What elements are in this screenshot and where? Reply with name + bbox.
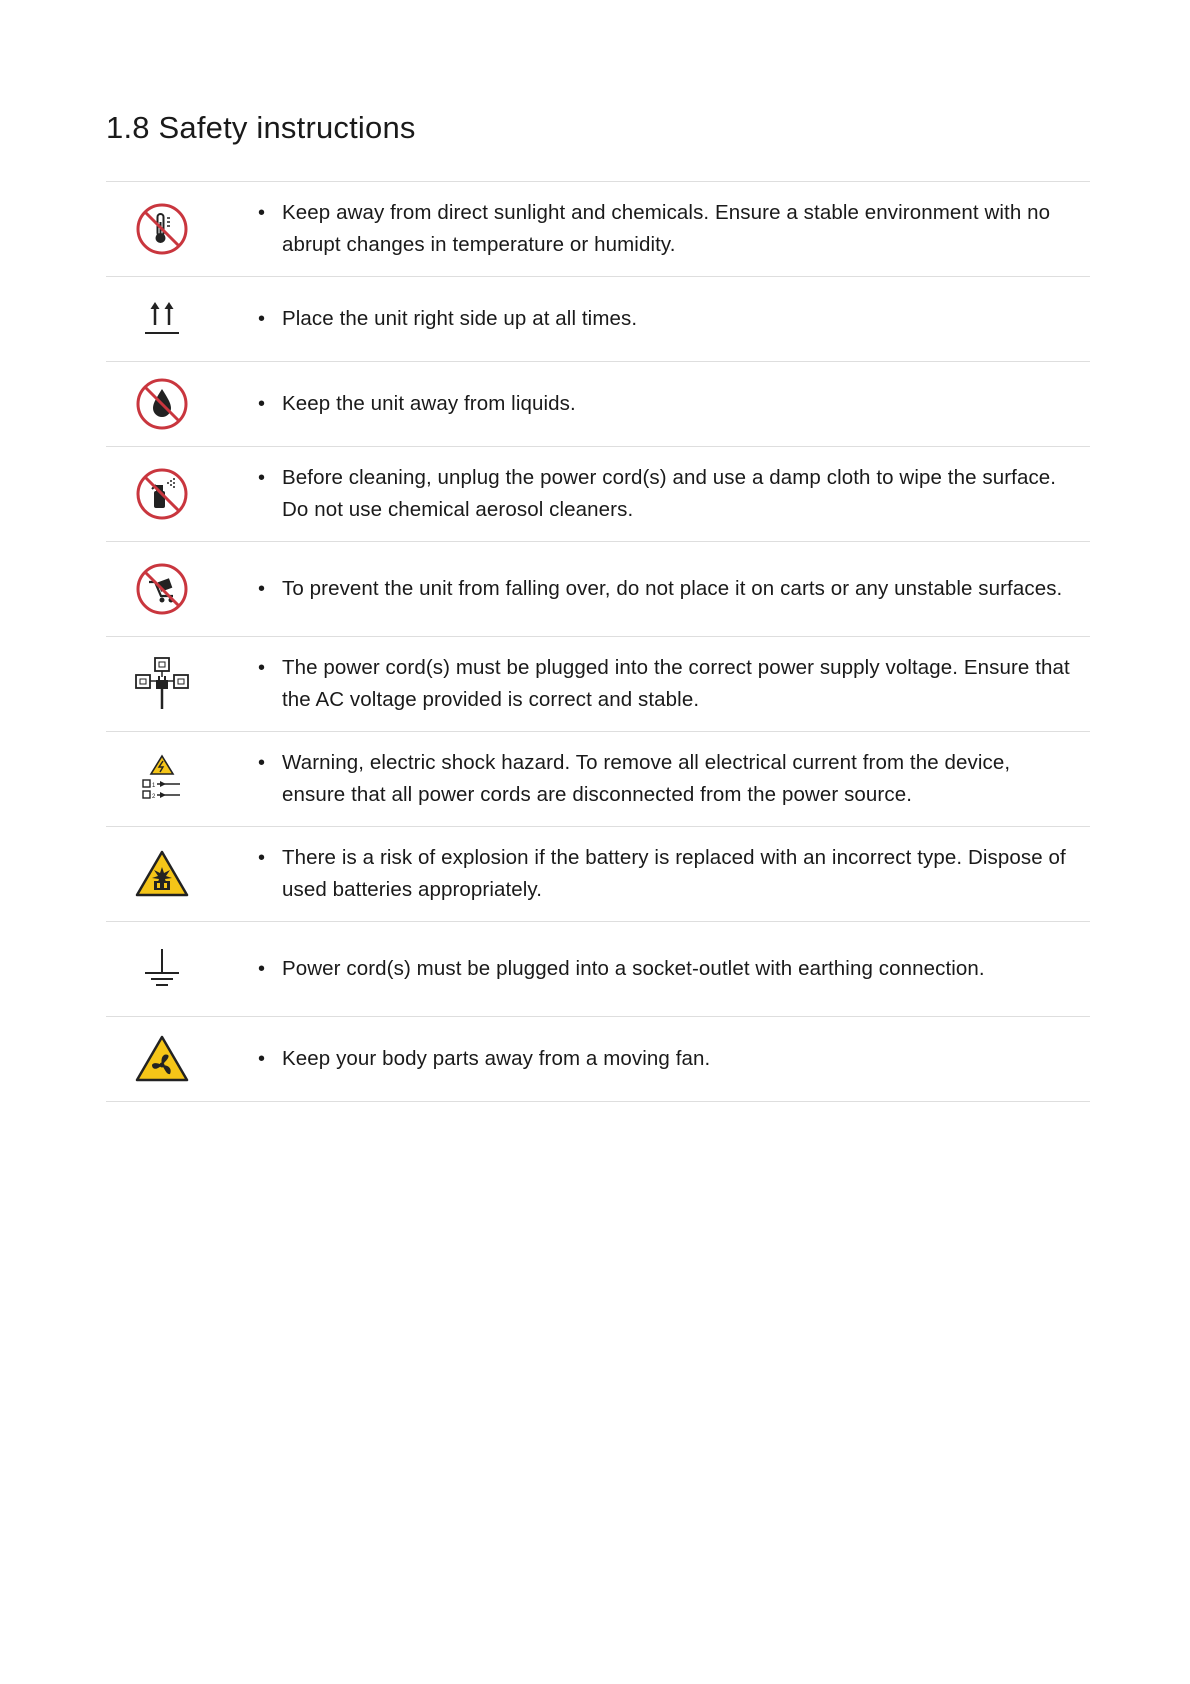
instruction-text: • Keep the unit away from liquids. xyxy=(258,388,1070,420)
instruction-text: • Keep your body parts away from a moving fan. xyxy=(258,1043,1070,1075)
instruction-text: • Place the unit right side up at all times. xyxy=(258,303,1070,335)
instruction-row xyxy=(106,362,1090,447)
electric-shock-multiple-cords-icon xyxy=(140,754,184,804)
instruction-row xyxy=(106,182,1090,277)
earth-ground-icon xyxy=(142,947,182,991)
svg-text:2: 2 xyxy=(152,794,156,800)
no-carts-icon xyxy=(135,562,189,616)
no-aerosol-spray-icon xyxy=(135,467,189,521)
svg-text:1: 1 xyxy=(152,783,156,789)
section-title: 1.8 Safety instructions xyxy=(106,110,416,145)
no-temperature-change-icon xyxy=(135,202,189,256)
instruction-row xyxy=(106,922,1090,1017)
instruction-row xyxy=(106,827,1090,922)
instruction-text: • There is a risk of explosion if the battery is replaced with an incorrect type. Dispose of used batteries appropriately. xyxy=(258,842,1070,906)
no-liquids-icon xyxy=(135,377,189,431)
instruction-text: • Before cleaning, unplug the power cord(s) and use a damp cloth to wipe the surface. Do not use chemical aerosol cleaners. xyxy=(258,462,1070,526)
instruction-text: • Keep away from direct sunlight and chemicals. Ensure a stable environment with no abrupt changes in temperature or humidity. xyxy=(258,197,1070,261)
power-plug-voltage-icon xyxy=(134,656,190,712)
instruction-text: • The power cord(s) must be plugged into the correct power supply voltage. Ensure that the AC voltage provided is correct and stable. xyxy=(258,652,1070,716)
instruction-row xyxy=(106,542,1090,637)
instruction-row xyxy=(106,277,1090,362)
instruction-row xyxy=(106,1017,1090,1102)
instruction-text: • To prevent the unit from falling over, do not place it on carts or any unstable surfaces. xyxy=(258,573,1070,605)
battery-explosion-warning-icon xyxy=(134,849,190,899)
instruction-row xyxy=(106,637,1090,732)
safety-instructions-table xyxy=(106,181,1090,1102)
document-page xyxy=(106,100,1090,1102)
this-side-up-icon xyxy=(142,299,182,339)
instruction-text: • Warning, electric shock hazard. To remove all electrical current from the device, ensure that all power cords are disconnected from the power source. xyxy=(258,747,1070,811)
moving-fan-warning-icon xyxy=(134,1034,190,1084)
instruction-row xyxy=(106,732,1090,827)
instruction-text: • Power cord(s) must be plugged into a socket-outlet with earthing connection. xyxy=(258,953,1070,985)
instruction-row xyxy=(106,447,1090,542)
